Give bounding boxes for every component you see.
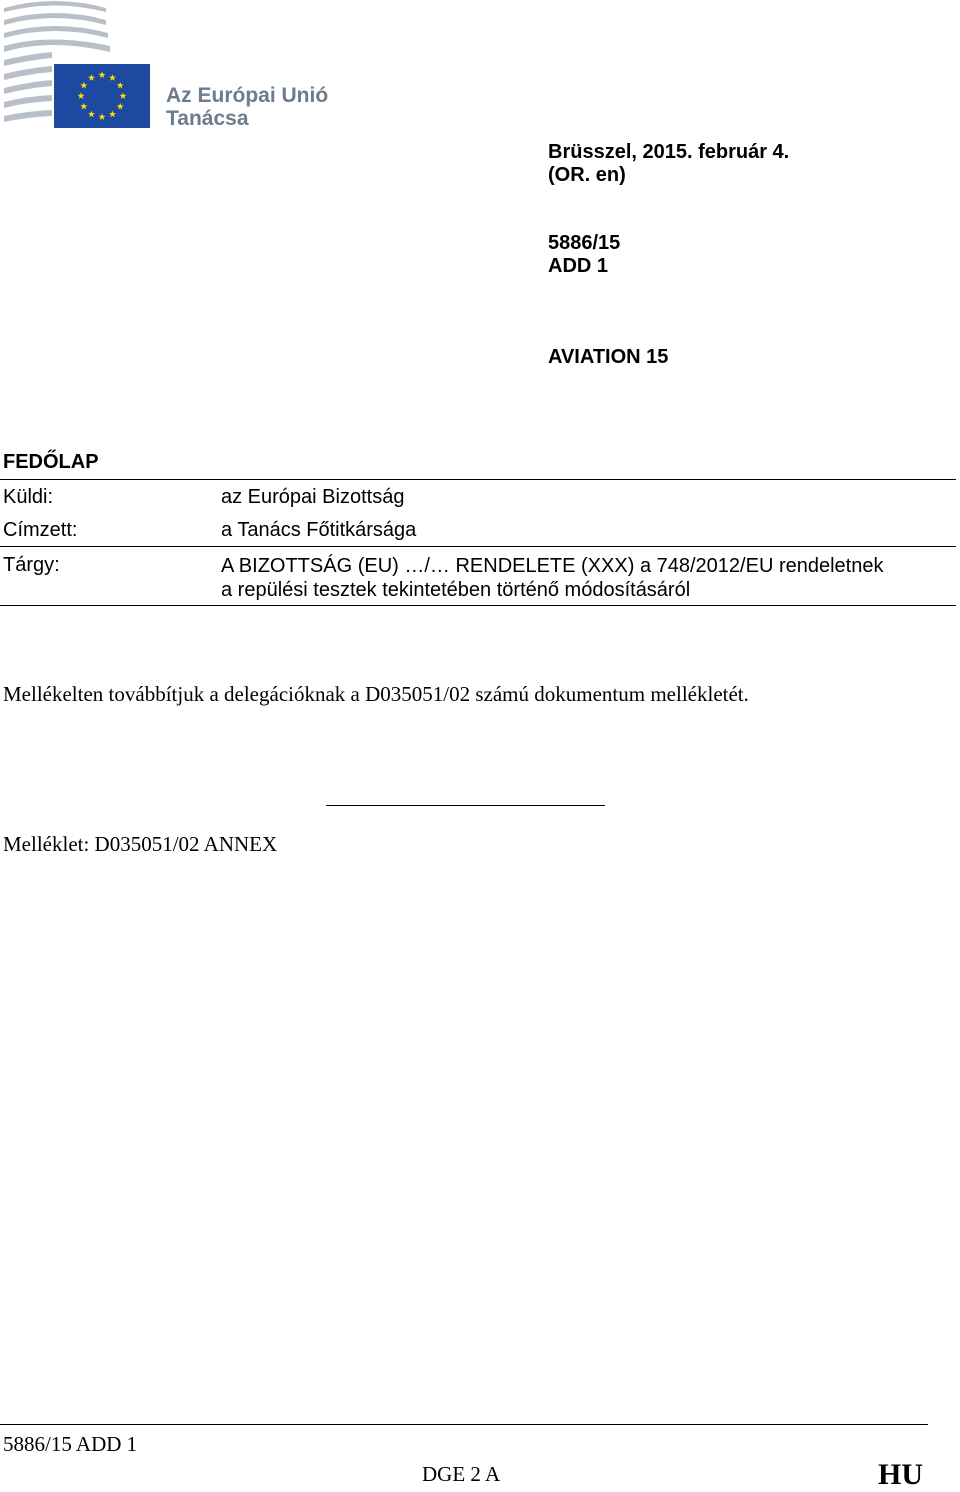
recipient-value: a Tanács Főtitkársága: [221, 519, 417, 541]
table-middle-rule: [0, 546, 956, 547]
addendum: ADD 1: [548, 255, 609, 277]
organization-name: [166, 84, 328, 130]
footer-language: HU: [878, 1458, 923, 1491]
organization-name-line2: Tanácsa: [166, 107, 249, 130]
cover-title: FEDŐLAP: [3, 451, 99, 473]
footer-document-reference: 5886/15 ADD 1: [3, 1432, 138, 1456]
sender-value: az Európai Bizottság: [221, 486, 405, 508]
classification: AVIATION 15: [548, 346, 669, 368]
organization-name-line1: Az Európai Unió: [166, 84, 329, 107]
council-logo: [0, 0, 160, 135]
date: Brüsszel, 2015. február 4.: [548, 141, 790, 163]
date-block: [548, 141, 789, 187]
footer-department: DGE 2 A: [422, 1462, 501, 1486]
subject-line2: a repülési tesztek tekintetében történő módosításáról: [221, 579, 691, 601]
original-language: (OR. en): [548, 164, 626, 186]
recipient-label: Címzett:: [3, 519, 78, 541]
sender-label: Küldi:: [3, 486, 54, 508]
table-top-rule: [0, 479, 956, 480]
body-paragraph: Mellékelten továbbítjuk a delegációknak a D035051/02 számú dokumentum mellékletét.: [3, 682, 749, 706]
attachment-line: Melléklet: D035051/02 ANNEX: [3, 832, 278, 856]
subject-value: [221, 554, 883, 602]
footer-rule: [0, 1424, 928, 1425]
separator-rule: [326, 805, 605, 806]
document-number: 5886/15: [548, 232, 621, 254]
subject-line1: A BIZOTTSÁG (EU) …/… RENDELETE (XXX) a 748/2012/EU rendeletnek: [221, 555, 884, 577]
subject-label: Tárgy:: [3, 554, 60, 576]
document-number-block: [548, 232, 620, 278]
table-bottom-rule: [0, 605, 956, 606]
